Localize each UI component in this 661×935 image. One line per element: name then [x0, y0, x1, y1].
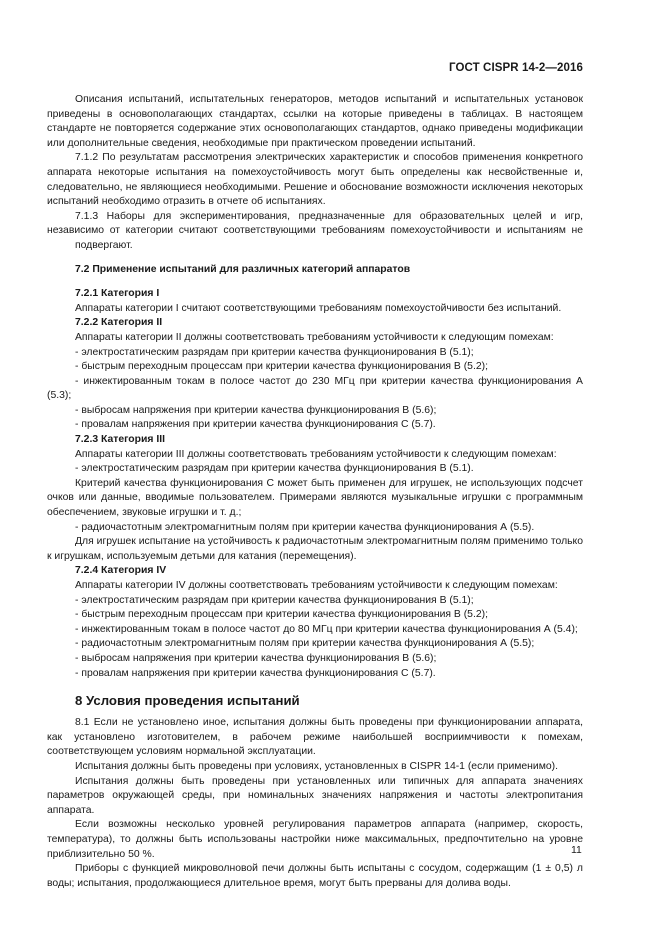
list-item-cat4: - электростатическим разрядам при критерии качества функционирования В (5.1); — [75, 594, 474, 606]
paragraph-8-microwave: Приборы с функцией микроволновой печи должны быть испытаны с сосудом, содержащим (1 ± 0,5) л воды; испытания, продолжающиеся длительное время, могут быть прерваны для долива воды. — [47, 863, 583, 889]
paragraph-intro: Описания испытаний, испытательных генераторов, методов испытаний и испытательных установок приведены в основополагающих стандартах, ссылки на которые приведены в таблицах. В настоящем стандарте не повторяется содержание этих основополагающих стандартов, однако приведены модификации или дополнительные сведения, необходимые при практическом проведении испытаний. — [47, 94, 583, 149]
section-heading-8: 8 Условия проведения испытаний — [75, 693, 300, 709]
paragraph-7-2-2: Аппараты категории II должны соответствовать требованиям устойчивости к следующим помехам: — [75, 331, 554, 343]
document-body — [47, 93, 583, 891]
list-item-cat3: - электростатическим разрядам при критерии качества функционирования В (5.1). — [75, 463, 474, 475]
list-item-cat2: - выбросам напряжения при критерии качества функционирования В (5.6); — [75, 404, 437, 416]
paragraph-7-1-3-text: 7.1.3 Наборы для экспериментирования, предназначенные для образовательных целей и игр, независимо от категории считают соответствующими требованиям помехоустойчивости и испытаниям не — [47, 210, 583, 237]
list-item-cat2: - провалам напряжения при критерии качества функционирования С (5.7). — [75, 419, 436, 431]
paragraph-8-conditions: Испытания должны быть проведены при условиях, установленных в CISPR 14-1 (если применимо). — [75, 760, 558, 772]
list-item-cat4: - инжектированным токам в полосе частот до 80 МГц при критерии качества функционирования А (5.4); — [75, 623, 578, 635]
page-number: 11 — [571, 845, 582, 856]
list-item-cat4: - провалам напряжения при критерии качества функционирования С (5.7). — [75, 667, 436, 679]
section-heading-7-2: 7.2 Применение испытаний для различных категорий аппаратов — [75, 263, 411, 275]
subheading-7-2-2: 7.2.2 Категория II — [75, 317, 163, 329]
paragraph-7-1-3 — [47, 210, 583, 254]
subheading-7-2-4: 7.2.4 Категория IV — [75, 565, 167, 577]
list-item-cat2: - быстрым переходным процессам при критерии качества функционирования В (5.2); — [75, 361, 488, 373]
overwritten-word: подвергают. — [75, 239, 133, 251]
paragraph-7-2-1: Аппараты категории I считают соответствующими требованиям помехоустойчивости без испытаний. — [75, 302, 562, 314]
subheading-7-2-3: 7.2.3 Категория III — [75, 434, 165, 446]
subheading-7-2-1: 7.2.1 Категория I — [75, 288, 160, 300]
paragraph-8-environment: Испытания должны быть проведены при установленных или типичных для аппарата значениях параметров окружающей среды, при номинальных значениях напряжения и частоты электропитания аппарата. — [47, 775, 583, 816]
list-item-cat4: - выбросам напряжения при критерии качества функционирования В (5.6); — [75, 652, 437, 664]
list-item-cat3: - радиочастотным электромагнитным полям при критерии качества функционирования А (5.5). — [75, 521, 535, 533]
list-item-cat2: - электростатическим разрядам при критерии качества функционирования В (5.1); — [75, 346, 474, 358]
list-item-cat2: - инжектированным токам в полосе частот до 230 МГц при критерии качества функционирования А (5.3); — [47, 375, 583, 402]
paragraph-7-2-3: Аппараты категории III должны соответствовать требованиям устойчивости к следующим помехам: — [75, 448, 557, 460]
list-item-cat4: - радиочастотным электромагнитным полям при критерии качества функционирования А (5.5); — [75, 638, 535, 650]
paragraph-8-1: 8.1 Если не установлено иное, испытания должны быть проведены при функционировании аппарата, как установлено изготовителем, в рабочем режиме наибольшей восприимчивости к помехам, соответствующем условиям нормальной эксплуатации. — [47, 717, 583, 758]
paragraph-7-2-4: Аппараты категории IV должны соответствовать требованиям устойчивости к следующим помехам: — [75, 580, 558, 591]
paragraph-7-1-2: 7.1.2 По результатам рассмотрения электрических характеристик и способов применения конкретного аппарата некоторые испытания на помехоустойчивость могут быть определены как несвойственные и, следовательно, не являющиеся необходимыми. Решение и обоснование возможности исключения некоторых испытаний необходимо отразить в отчете об испытаниях. — [47, 152, 583, 208]
paragraph-toys: Для игрушек испытание на устойчивость к радиочастотным электромагнитным полям применимо только к игрушкам, используемым детьми для катания (перемещения). — [47, 536, 583, 562]
list-item-cat4: - быстрым переходным процессам при критерии качества функционирования В (5.2); — [75, 609, 488, 621]
paragraph-8-settings: Если возможны несколько уровней регулирования параметров аппарата (например, скорость, температура), то должны быть использованы настройки ниже максимальных, предпочтительно на уровне приблизительно 50 %. — [47, 819, 583, 860]
document-header: ГОСТ CISPR 14-2—2016 — [449, 62, 583, 74]
paragraph-criterion-c: Критерий качества функционирования С может быть применен для игрушек, не использующих подсчет очков или данные, вводимые пользователем. Примерами являются музыкальные игрушки с программным обеспечением, звуковые игрушки и т. д.; — [47, 477, 583, 519]
